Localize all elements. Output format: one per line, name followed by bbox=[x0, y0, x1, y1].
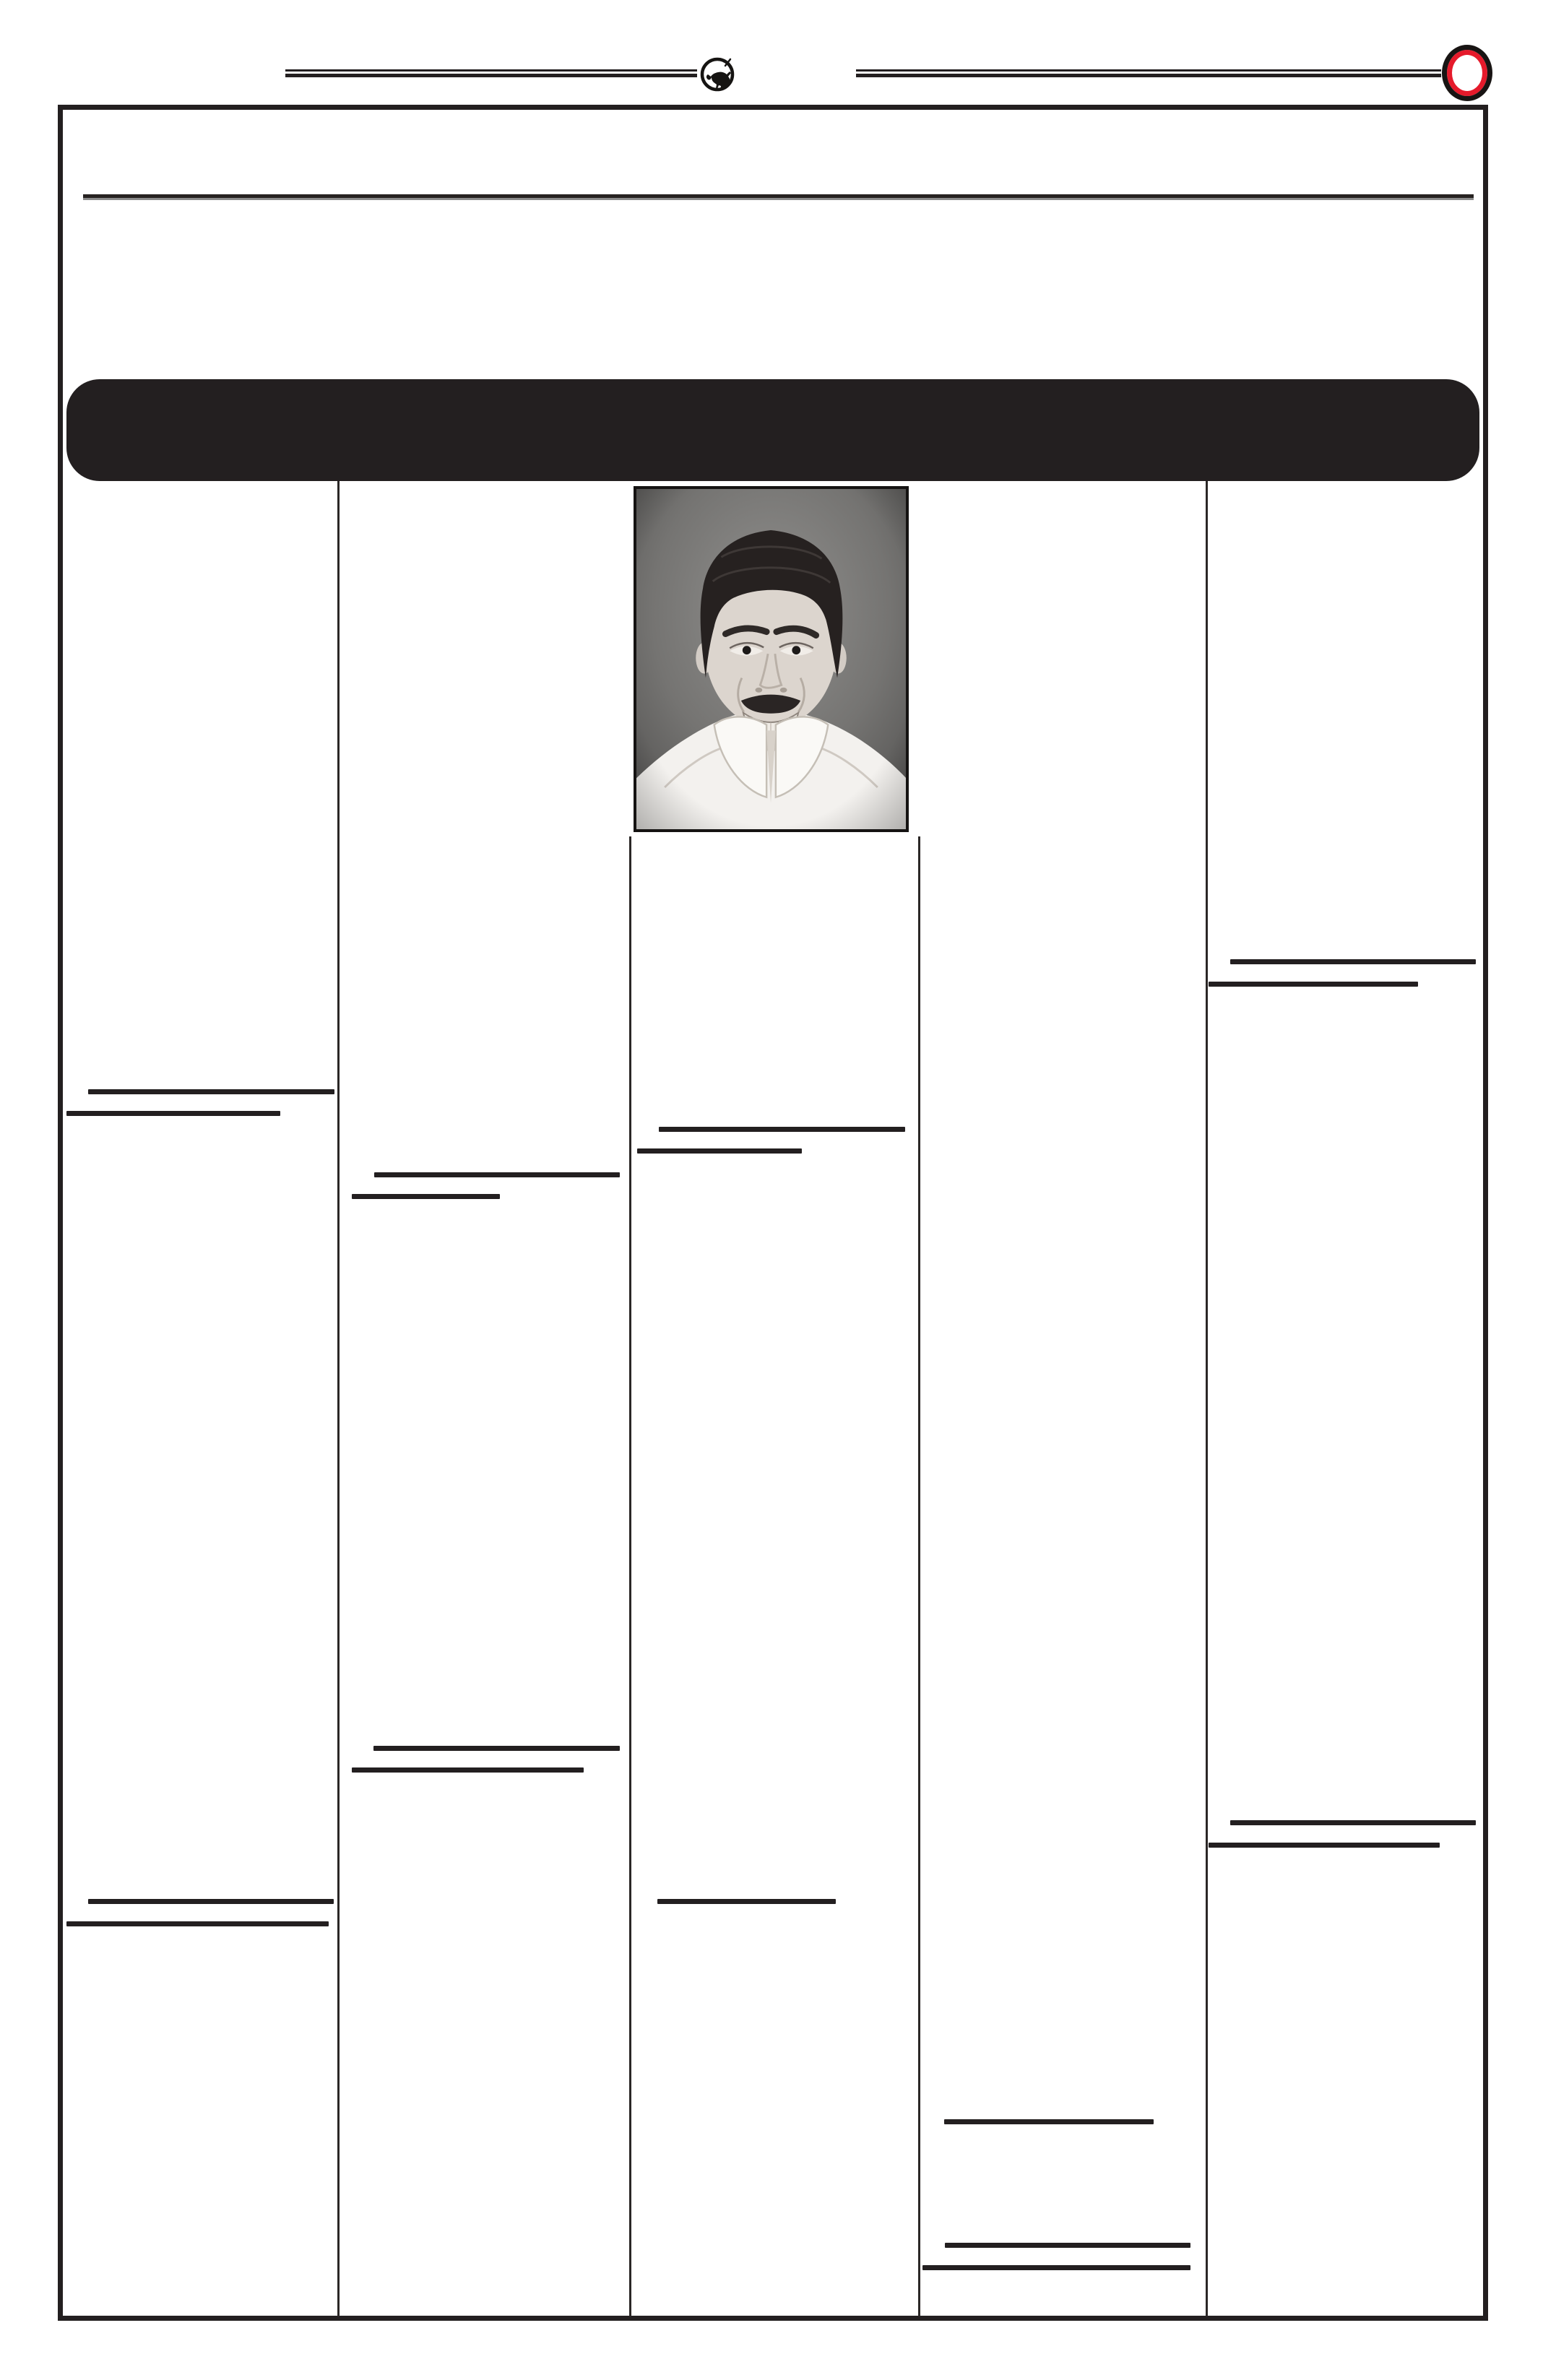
redacted-headline-rule bbox=[1209, 982, 1418, 987]
redacted-headline-rule bbox=[1230, 1820, 1476, 1825]
redacted-headline-rule bbox=[944, 2119, 1154, 2124]
redacted-headline-rule bbox=[659, 1127, 905, 1132]
redacted-headline-rule bbox=[1230, 959, 1476, 964]
header-rule bbox=[83, 194, 1474, 200]
redacted-headline-rule bbox=[374, 1172, 620, 1177]
redacted-headline-rule bbox=[352, 1767, 584, 1773]
column-divider bbox=[1206, 481, 1208, 2316]
redacted-headline-rule bbox=[88, 1899, 334, 1904]
masthead-rule-right bbox=[856, 69, 1441, 77]
redacted-headline-rule bbox=[945, 2243, 1190, 2248]
column-divider bbox=[918, 836, 920, 2316]
redacted-headline-rule bbox=[637, 1148, 802, 1154]
masthead-rule-left bbox=[285, 69, 697, 77]
redacted-banner bbox=[66, 379, 1479, 481]
portrait-photo bbox=[634, 486, 909, 832]
redacted-headline-rule bbox=[657, 1899, 836, 1904]
redacted-headline-rule bbox=[922, 2265, 1190, 2270]
redacted-headline-rule bbox=[373, 1746, 620, 1751]
bull-emblem-icon bbox=[696, 51, 739, 97]
red-ring-badge-icon bbox=[1442, 45, 1492, 101]
column-divider bbox=[337, 481, 340, 2316]
redacted-headline-rule bbox=[66, 1111, 280, 1116]
redacted-headline-rule bbox=[66, 1921, 329, 1926]
column-divider bbox=[629, 836, 631, 2316]
redacted-headline-rule bbox=[88, 1089, 334, 1094]
redacted-headline-rule bbox=[352, 1194, 500, 1199]
redacted-headline-rule bbox=[1209, 1843, 1440, 1848]
